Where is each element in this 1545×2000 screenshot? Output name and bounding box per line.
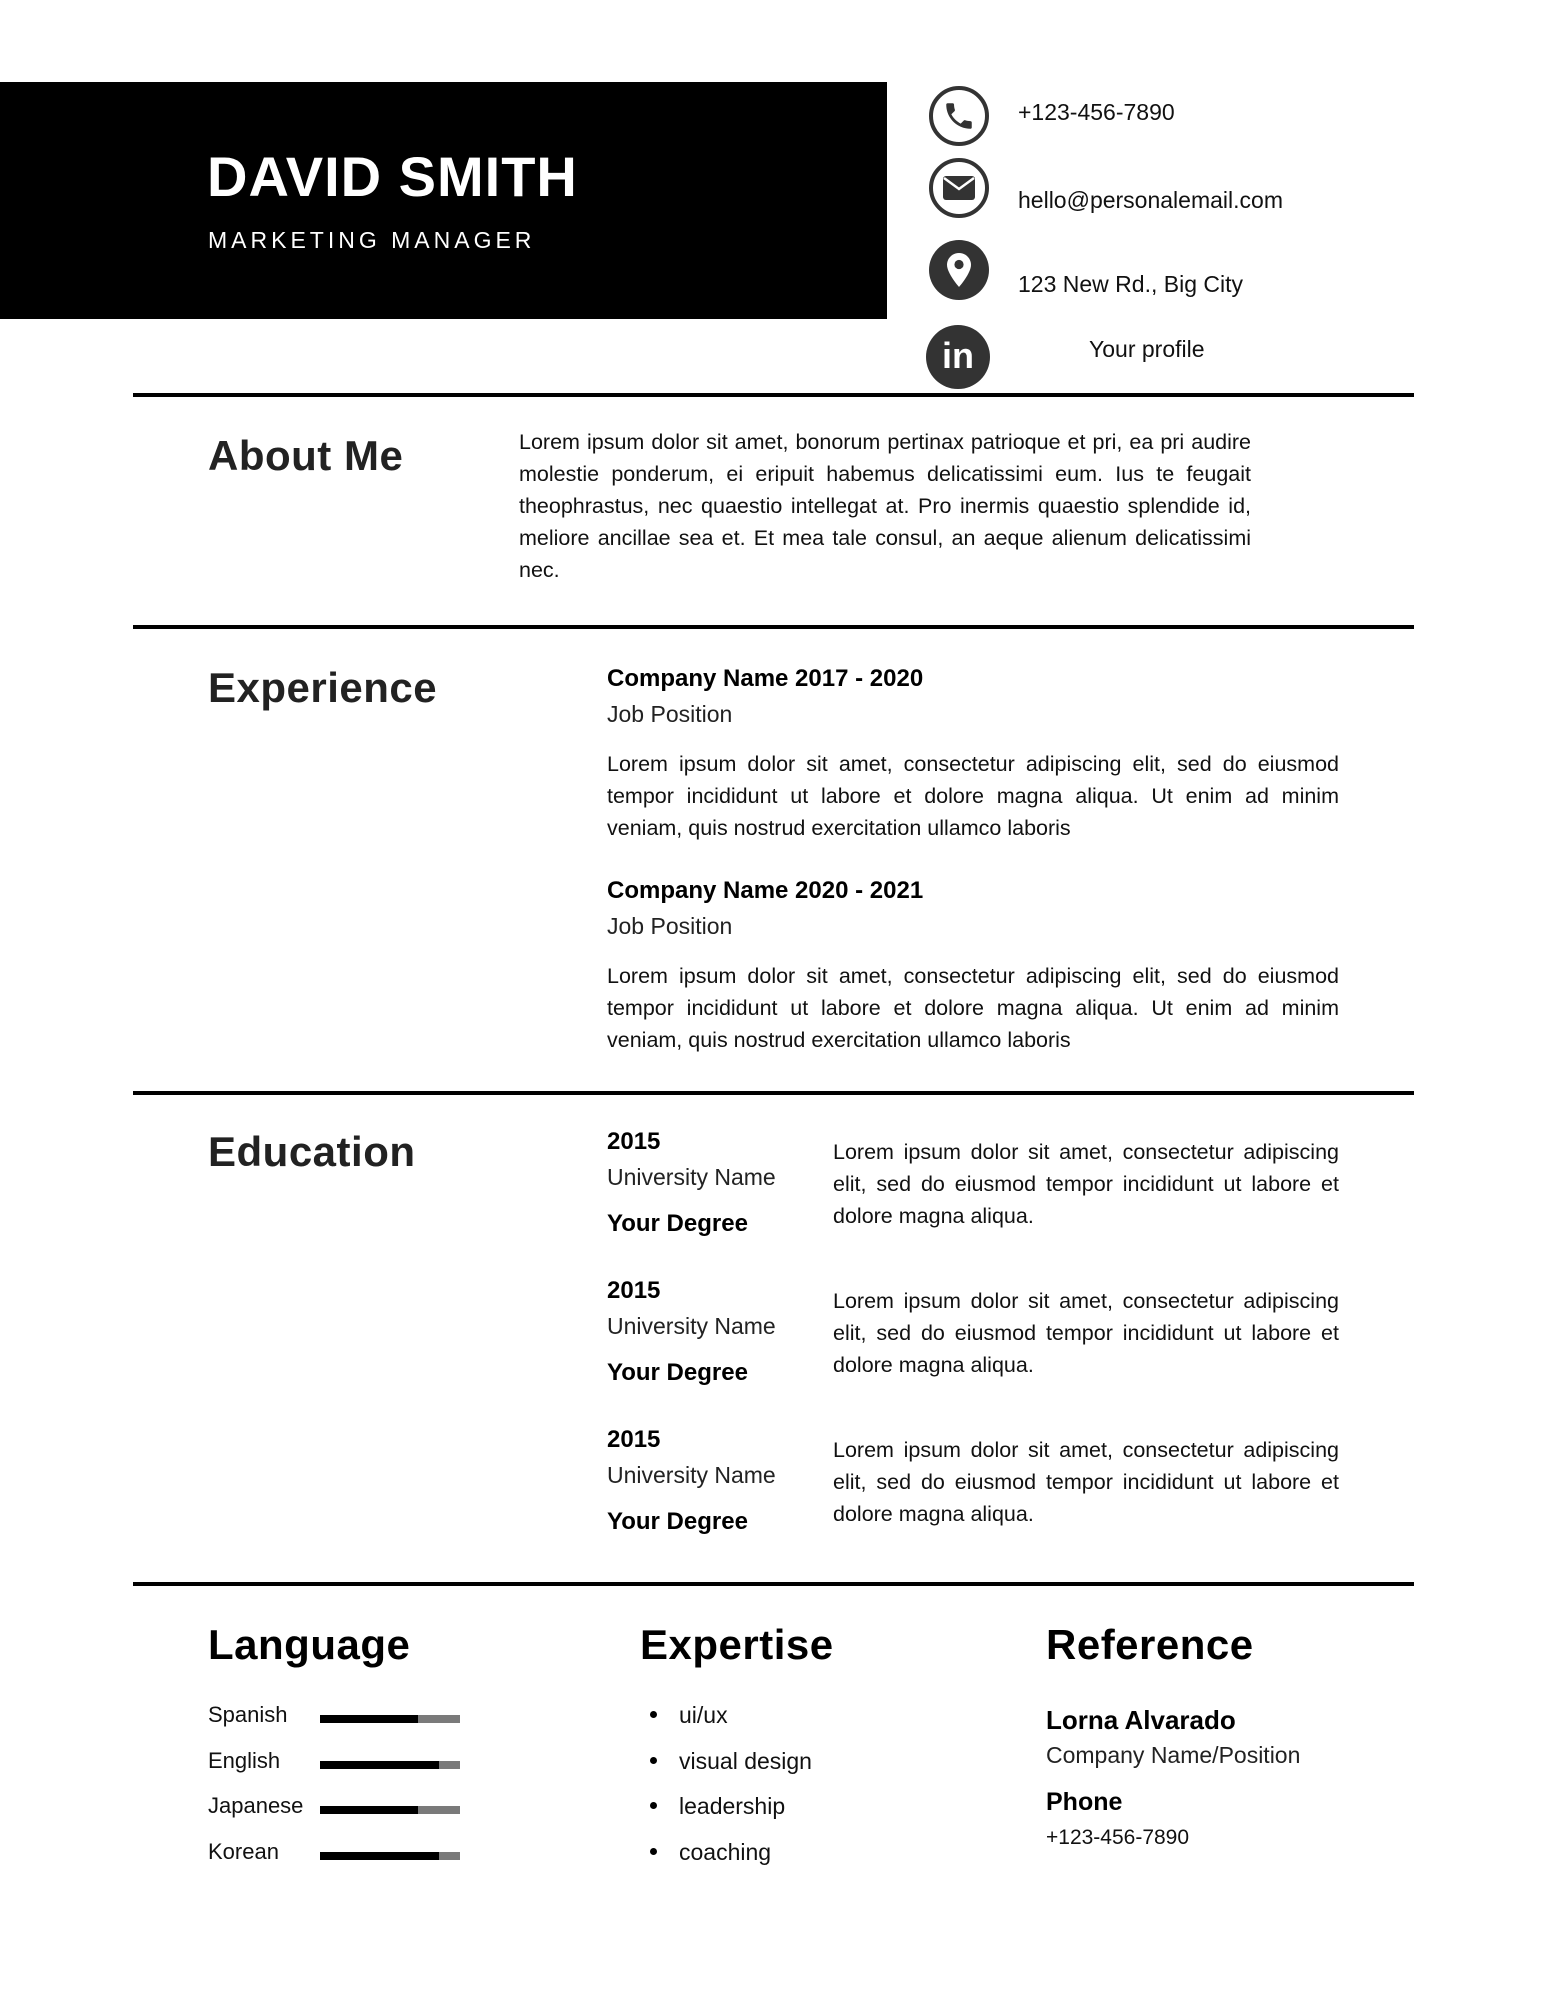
candidate-name: DAVID SMITH <box>207 145 578 208</box>
job-title: MARKETING MANAGER <box>208 227 536 253</box>
contact-linkedin[interactable]: Your profile <box>1089 336 1205 362</box>
education-text: Lorem ipsum dolor sit amet, consectetur adipiscing elit, sed do eiusmod tempor incididunt ut labore et dolore magna aliqua. <box>833 1438 1339 1526</box>
experience-position: Job Position <box>607 913 733 939</box>
reference-title: Reference <box>1046 1621 1254 1668</box>
about-text: Lorem ipsum dolor sit amet, bonorum pertinax patrioque et pri, ea pri audire molestie ponderum, ei eripuit habemus delicatissimi eum. Ius te feugait theophrastus, nec quaestio intellegat at. Pro inermis quaestio splendide id, meliore ancillae sea et. Et mea tale consul, an aeque alienum delicatissimi nec. <box>519 430 1251 582</box>
bullet-icon <box>650 1757 657 1764</box>
education-text: Lorem ipsum dolor sit amet, consectetur adipiscing elit, sed do eiusmod tempor incididunt ut labore et dolore magna aliqua. <box>833 1289 1339 1377</box>
bullet-icon <box>650 1802 657 1809</box>
education-university: University Name <box>607 1462 776 1488</box>
experience-text: Lorem ipsum dolor sit amet, consectetur adipiscing elit, sed do eiusmod tempor incididunt ut labore et dolore magna aliqua. Ut enim ad minim veniam, quis nostrud exercitation ullamco laboris <box>607 752 1339 840</box>
education-university: University Name <box>607 1313 776 1339</box>
mail-icon <box>929 158 989 218</box>
bullet-icon <box>650 1848 657 1855</box>
language-level-fill <box>320 1715 418 1723</box>
experience-text: Lorem ipsum dolor sit amet, consectetur adipiscing elit, sed do eiusmod tempor incididunt ut labore et dolore magna aliqua. Ut enim ad minim veniam, quis nostrud exercitation ullamco laboris <box>607 964 1339 1052</box>
language-level-bar <box>320 1806 460 1814</box>
phone-icon <box>929 86 989 146</box>
language-title: Language <box>208 1621 411 1668</box>
language-name: Korean <box>208 1839 279 1864</box>
section-divider <box>133 393 1414 397</box>
section-divider <box>133 625 1414 629</box>
experience-heading: Company Name 2017 - 2020 <box>607 665 924 692</box>
education-university: University Name <box>607 1164 776 1190</box>
location-pin-icon <box>929 240 989 300</box>
language-level-fill <box>320 1852 439 1860</box>
language-name: Japanese <box>208 1793 304 1818</box>
contact-address: 123 New Rd., Big City <box>1018 271 1243 297</box>
experience-heading: Company Name 2020 - 2021 <box>607 877 924 904</box>
about-title: About Me <box>208 432 404 479</box>
education-title: Education <box>208 1128 416 1175</box>
education-degree: Your Degree <box>607 1508 748 1535</box>
expertise-item: coaching <box>650 1839 771 1866</box>
experience-title: Experience <box>208 664 438 711</box>
linkedin-icon[interactable]: in <box>926 325 990 389</box>
education-year: 2015 <box>607 1128 661 1155</box>
reference-name: Lorna Alvarado <box>1046 1705 1236 1735</box>
education-text: Lorem ipsum dolor sit amet, consectetur adipiscing elit, sed do eiusmod tempor incididunt ut labore et dolore magna aliqua. <box>833 1140 1339 1228</box>
expertise-title: Expertise <box>640 1621 834 1668</box>
education-year: 2015 <box>607 1426 661 1453</box>
section-divider <box>133 1091 1414 1095</box>
language-name: Spanish <box>208 1702 288 1727</box>
expertise-item: ui/ux <box>650 1702 728 1729</box>
expertise-item: leadership <box>650 1793 785 1820</box>
education-degree: Your Degree <box>607 1210 748 1237</box>
contact-email[interactable]: hello@personalemail.com <box>1018 187 1283 213</box>
education-year: 2015 <box>607 1277 661 1304</box>
language-level-fill <box>320 1761 439 1769</box>
bullet-icon <box>650 1711 657 1718</box>
language-level-bar <box>320 1852 460 1860</box>
language-level-bar <box>320 1715 460 1723</box>
language-level-fill <box>320 1806 418 1814</box>
reference-phone-label: Phone <box>1046 1788 1123 1816</box>
reference-phone[interactable]: +123-456-7890 <box>1046 1826 1190 1849</box>
contact-phone[interactable]: +123-456-7890 <box>1018 99 1175 125</box>
education-degree: Your Degree <box>607 1359 748 1386</box>
section-divider <box>133 1582 1414 1586</box>
reference-position: Company Name/Position <box>1046 1742 1301 1768</box>
language-level-bar <box>320 1761 460 1769</box>
experience-position: Job Position <box>607 701 733 727</box>
language-name: English <box>208 1748 281 1773</box>
expertise-item: visual design <box>650 1748 812 1775</box>
